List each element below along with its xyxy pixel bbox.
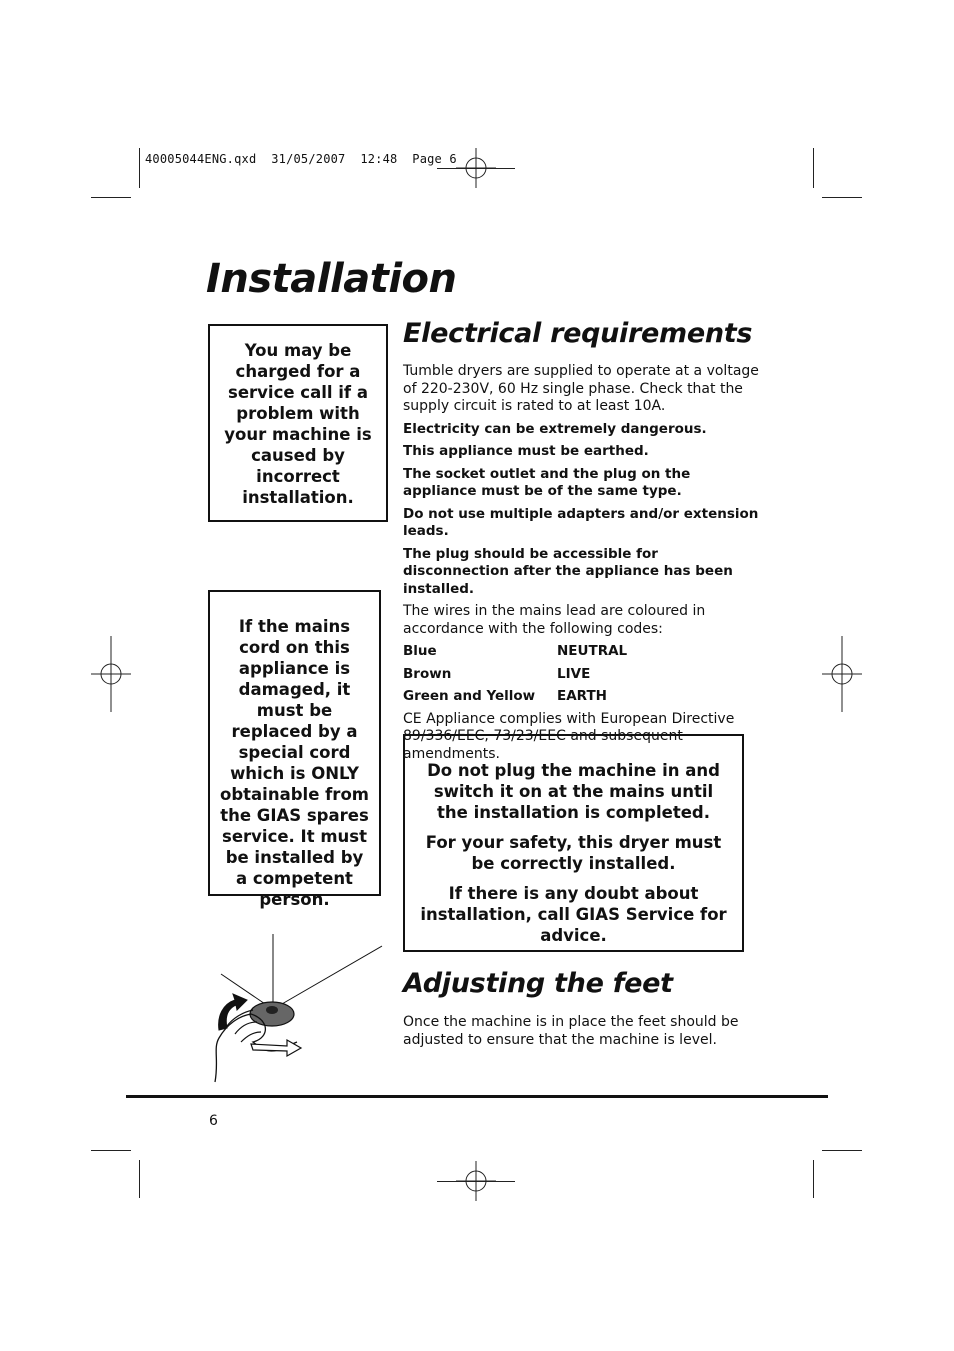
print-slug: 40005044ENG.qxd 31/05/2007 12:48 Page 6: [145, 152, 457, 166]
wire-colour: Green and Yellow: [403, 688, 536, 704]
bold-point: The socket outlet and the plug on the appliance must be of the same type.: [403, 465, 691, 499]
installation-warning-text: You may be charged for a service call if a problem with your machine is caused by incorrect installation.: [224, 341, 372, 507]
wires-intro: The wires in the mains lead are coloured in accordance with the following codes:: [403, 603, 706, 637]
safety-text: Do not plug the machine in and switch it on at the mains until the installation is completed.: [427, 761, 720, 822]
adjusting-feet-body: [403, 1014, 763, 1054]
safety-text: For your safety, this dryer must be correctly installed.: [425, 833, 722, 873]
wire-colour: Blue: [403, 643, 437, 659]
registration-mark-icon: [456, 1161, 496, 1201]
ce-note: CE Appliance complies with European Directive 89/336/EEC, 73/23/EEC and subsequent amendments.: [403, 710, 735, 762]
bold-point: The plug should be accessible for disconnection after the appliance has been installed.: [403, 545, 733, 597]
registration-mark-icon: [822, 636, 862, 712]
registration-mark-icon: [91, 636, 131, 712]
wire-colour: Brown: [403, 665, 452, 682]
adjusting-feet-heading: Adjusting the feet: [403, 968, 673, 999]
bold-point: Electricity can be extremely dangerous.: [403, 420, 707, 437]
page-number: 6: [209, 1113, 218, 1129]
wire-code: NEUTRAL: [557, 643, 628, 659]
wire-code-row: [403, 688, 763, 706]
wire-code-row: [403, 643, 763, 661]
electrical-intro: Tumble dryers are supplied to operate at a voltage of 220-230V, 60 Hz single phase. Check that the supply circuit is rated to at least 10A.: [403, 363, 759, 414]
mains-cord-warning-text: If the mains cord on this appliance is damaged, it must be replaced by a special cord which is ONLY obtainable from the GIAS spares service. It must be installed by a competent person.: [220, 617, 369, 909]
electrical-requirements-heading: Electrical requirements: [403, 318, 753, 349]
bold-point: Do not use multiple adapters and/or extension leads.: [403, 505, 759, 539]
adjusting-feet-text: Once the machine is in place the feet should be adjusted to ensure that the machine is level.: [403, 1014, 739, 1048]
hand-adjusting-foot-illustration: [205, 930, 385, 1088]
registration-mark-icon: [456, 148, 496, 188]
wire-code: EARTH: [557, 688, 607, 704]
mains-cord-warning-box: [208, 590, 381, 909]
page-title: Installation: [206, 256, 457, 302]
installation-warning-box: [208, 324, 388, 522]
wire-code: LIVE: [557, 665, 591, 682]
electrical-requirements-body: [403, 363, 763, 768]
safety-text: If there is any doubt about installation, call GIAS Service for advice.: [420, 884, 727, 945]
bold-point: This appliance must be earthed.: [403, 443, 649, 459]
footer-rule: [126, 1095, 828, 1098]
wire-code-row: [403, 666, 763, 684]
safety-warning-box: [403, 734, 744, 952]
